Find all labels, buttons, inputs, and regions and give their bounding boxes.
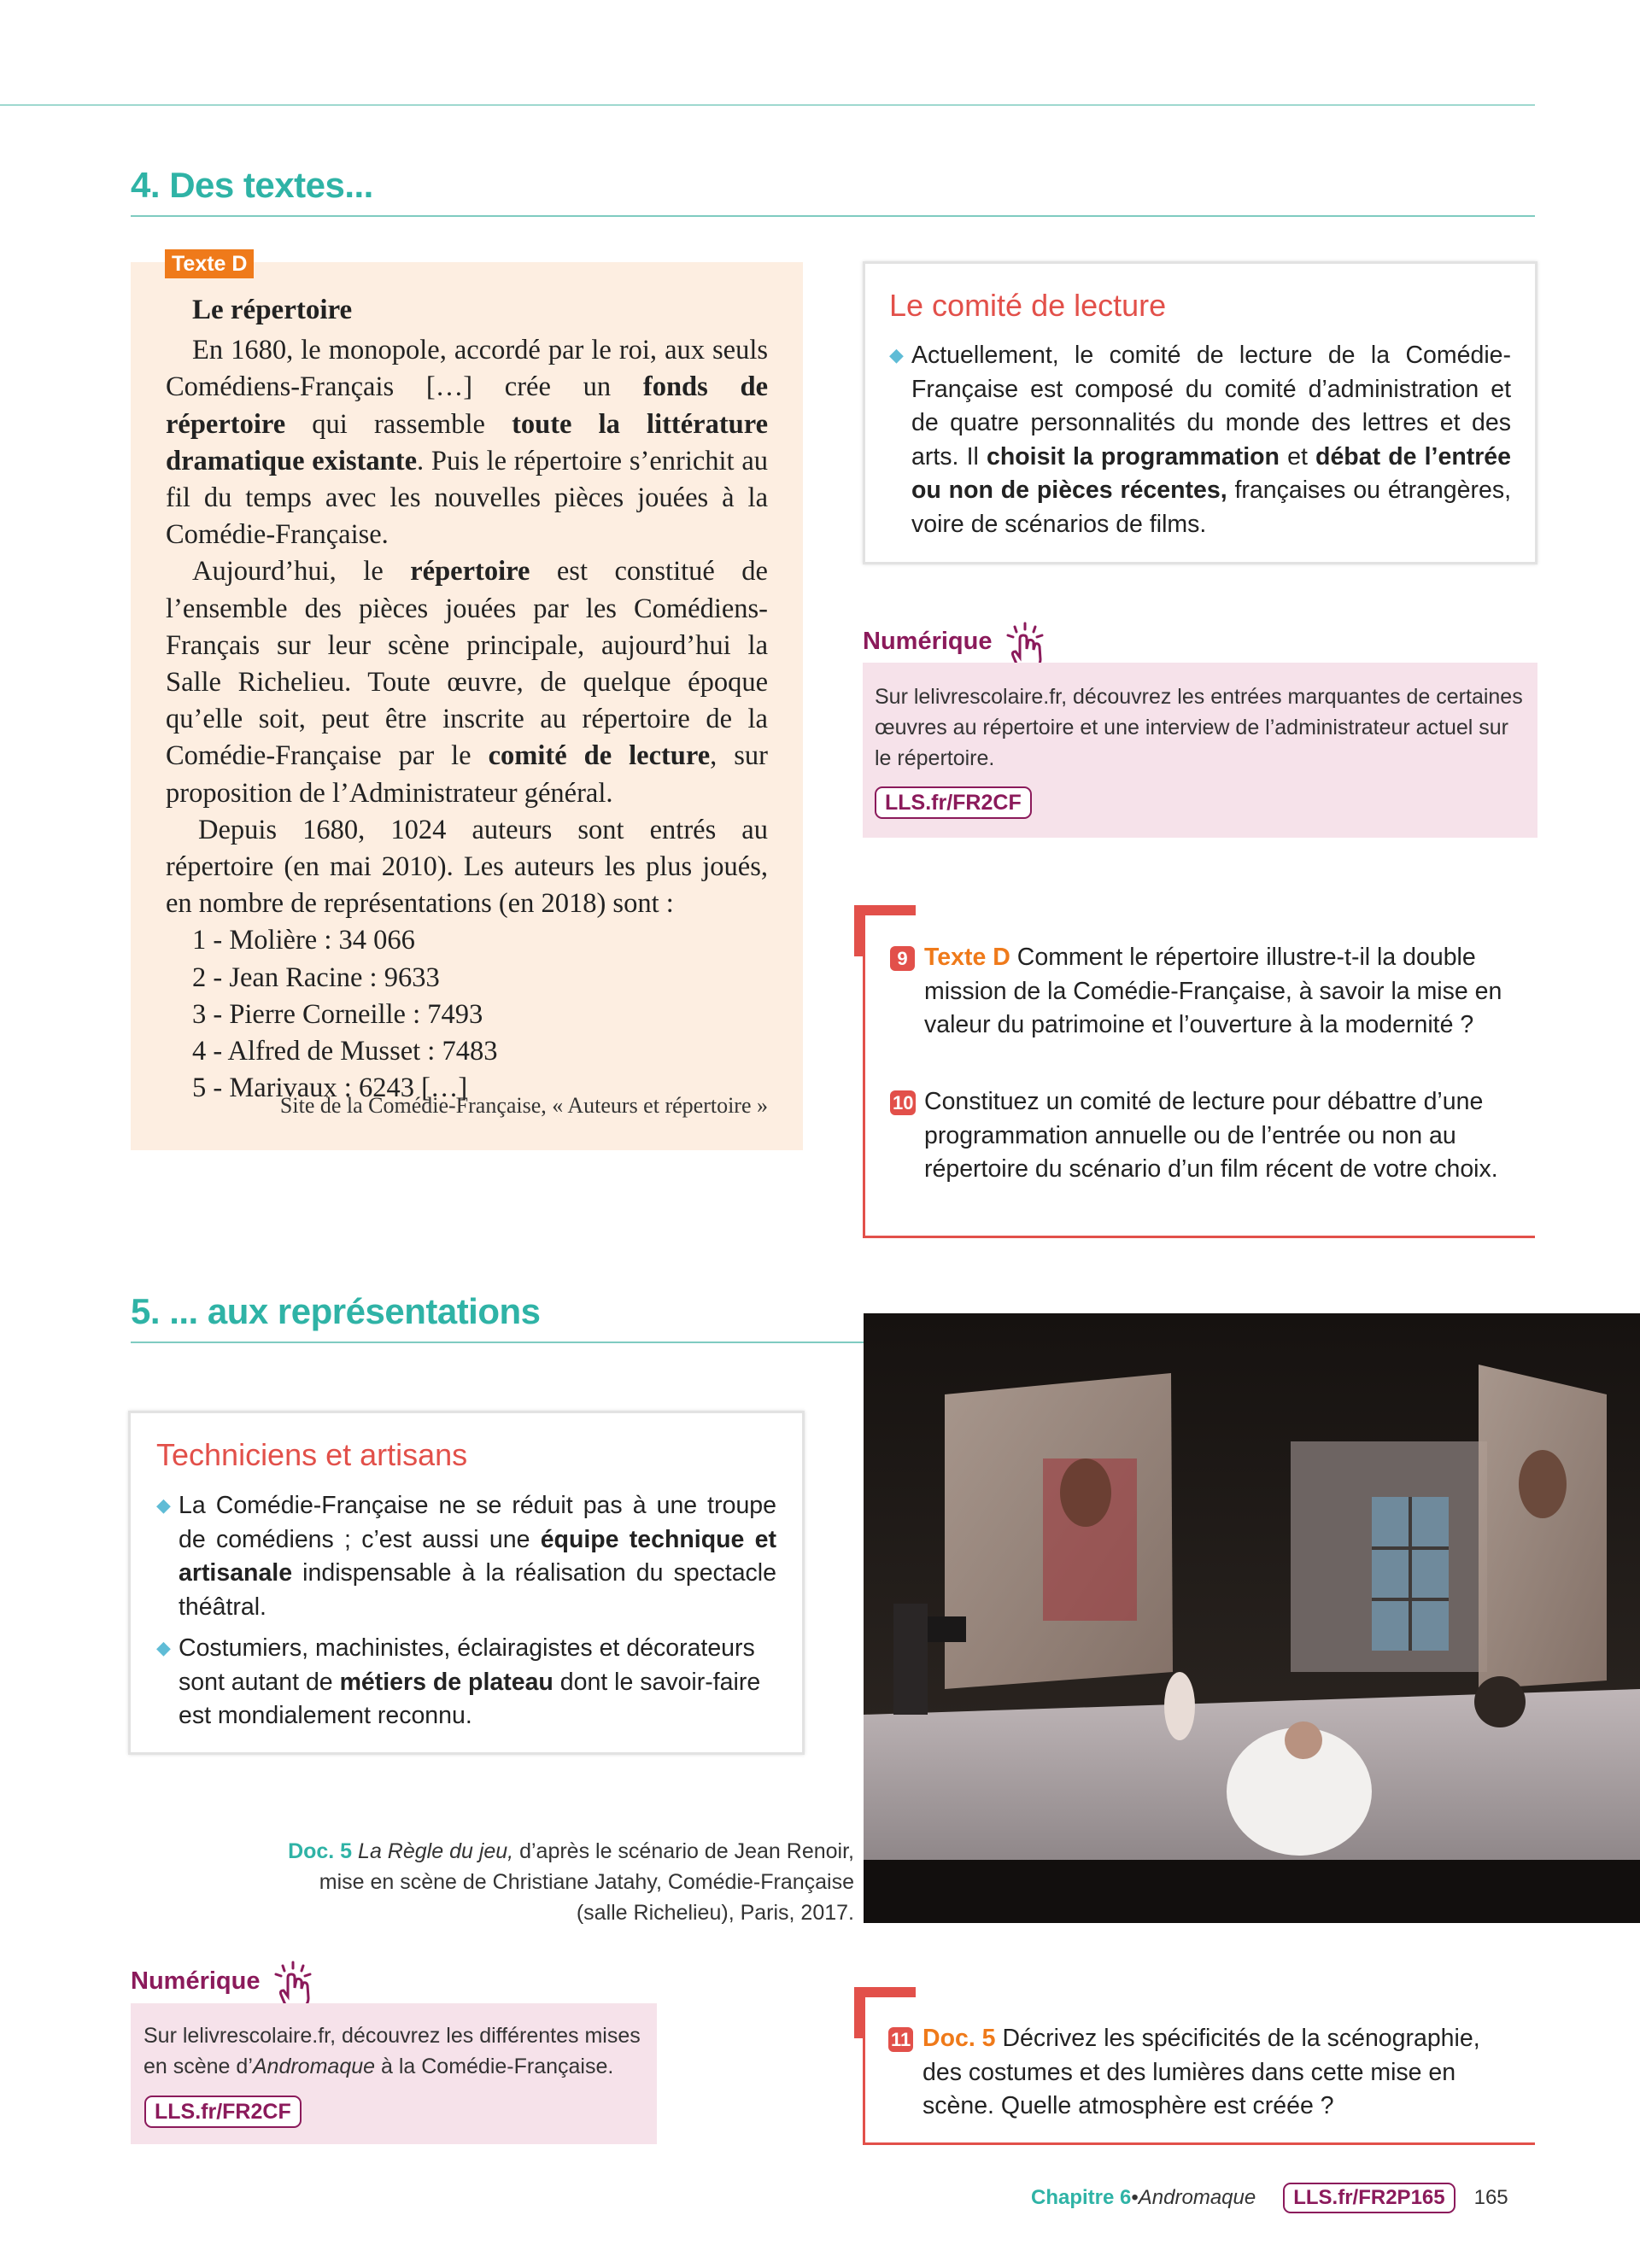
list-item: 5 - Marivaux : 6243 […]: [192, 1073, 468, 1104]
texte-d-paragraph-2: Aujourd’hui, le répertoire est constitué de l’ensemble des pièces jouées par les Comédiens-Français sur leur scène principale, aujourd’hui la Salle Richelieu. Toute œuvre, de quelque époque qu’elle soit, peut être inscrite au répertoire de la Comédie-Française par le comité de lecture, sur proposition de l’Administrateur général.: [166, 556, 768, 809]
diamond-bullet-icon: ◆: [156, 1494, 171, 1516]
list-item: 3 - Pierre Corneille : 7493: [192, 998, 483, 1030]
list-item: 4 - Alfred de Musset : 7483: [192, 1036, 498, 1067]
techniciens-bullet-2: Costumiers, machinistes, éclairagistes et décorateurs sont autant de métiers de plateau dont le savoir-faire est mondialement reconnu.: [179, 1634, 761, 1729]
diamond-bullet-icon: ◆: [156, 1637, 171, 1658]
question-10: Constituez un comité de lecture pour débattre d’une programmation annuelle ou de l’entrée ou non au répertoire du scénario d’un film récent de votre choix.: [924, 1088, 1498, 1183]
top-rule: [0, 104, 1535, 106]
footer-lls-link[interactable]: LLS.fr/FR2P165: [1283, 2183, 1455, 2213]
texte-d-paragraph-1: En 1680, le monopole, accordé par le roi, aux seuls Comédiens-Français […] crée un fonds de répertoire qui rassemble toute la littérature dramatique existante. Puis le répertoire s’enrichit au fil du temps avec les nouvelles pièces jouées à la Comédie-Française.: [166, 335, 769, 551]
question-9: Texte D Comment le répertoire illustre-t-il la double mission de la Comédie-Française, à savoir la mise en valeur du patrimoine et l’ouverture à la modernité ?: [924, 944, 1502, 1038]
footer-book: Andromaque: [1138, 2186, 1256, 2209]
texte-d-title: Le répertoire: [192, 295, 353, 325]
list-item: 1 - Molière : 34 066: [192, 925, 415, 956]
section-5-rule: [131, 1342, 864, 1343]
section-4-title: 4. Des textes...: [131, 165, 373, 205]
question-11: Doc. 5 Décrivez les spécificités de la scénographie, des costumes et des lumières dans cette mise en scène. Quelle atmosphère est créée ?: [922, 2025, 1480, 2119]
question-10-number: 10: [890, 1090, 916, 1115]
lls-link[interactable]: LLS.fr/FR2CF: [144, 2096, 302, 2128]
section-4-rule: [131, 215, 1535, 217]
numerique-text: Sur lelivrescolaire.fr, découvrez les entrées marquantes de certaines œuvres au répertoire et une interview de l’administrateur actuel sur le répertoire.: [875, 685, 1523, 770]
section-5-title: 5. ... aux représentations: [131, 1291, 541, 1331]
question-9-number: 9: [890, 946, 915, 971]
techniciens-title: Techniciens et artisans: [156, 1437, 468, 1472]
list-item: 2 - Jean Racine : 9633: [192, 962, 440, 993]
numerique-text: Sur lelivrescolaire.fr, découvrez les différentes mises en scène d’Andromaque à la Comédie-Française.: [144, 2024, 641, 2078]
comite-text: Actuellement, le comité de lecture de la Comédie-Française est composé du comité d’administration et de quatre personnalités du monde des lettres et des arts. Il choisit la programmation et débat de l’entrée ou non de pièces récentes, françaises ou étrangères, voire de scénarios de films.: [911, 342, 1512, 538]
techniciens-bullet-1: La Comédie-Française ne se réduit pas à une troupe de comédiens ; c’est aussi une équipe technique et artisanale indispensable à la réalisation du spectacle théâtral.: [179, 1492, 776, 1621]
questions-corner: [854, 1987, 864, 2038]
page-number: 165: [1473, 2186, 1508, 2209]
authors-list: [166, 922, 768, 1107]
footer-chapter: Chapitre 6: [1031, 2186, 1132, 2209]
lls-link[interactable]: LLS.fr/FR2CF: [875, 786, 1032, 819]
footer: Chapitre 6 • Andromaque LLS.fr/FR2P165 165: [1031, 2183, 1508, 2213]
numerique-title: Numérique: [863, 628, 993, 655]
texte-d-paragraph-3: Depuis 1680, 1024 auteurs sont entrés au répertoire (en mai 2010). Les auteurs les plus joués, en nombre de représentations (en 2018) sont :: [166, 814, 768, 920]
comite-title: Le comité de lecture: [889, 288, 1167, 323]
texte-d-source: Site de la Comédie-Française, « Auteurs et répertoire »: [279, 1093, 768, 1118]
questions-corner: [854, 905, 864, 956]
diamond-bullet-icon: ◆: [889, 344, 904, 365]
texte-d-body: [166, 292, 768, 1107]
doc-5-caption: Doc. 5 La Règle du jeu, d’après le scénario de Jean Renoir, mise en scène de Christiane Jatahy, Comédie-Française (salle Richelieu), Paris, 2017.: [288, 1839, 854, 1925]
numerique-title: Numérique: [131, 1967, 261, 1995]
question-11-number: 11: [888, 2027, 913, 2052]
texte-d-tag: Texte D: [165, 249, 254, 278]
stage-photo: [864, 1313, 1640, 1923]
